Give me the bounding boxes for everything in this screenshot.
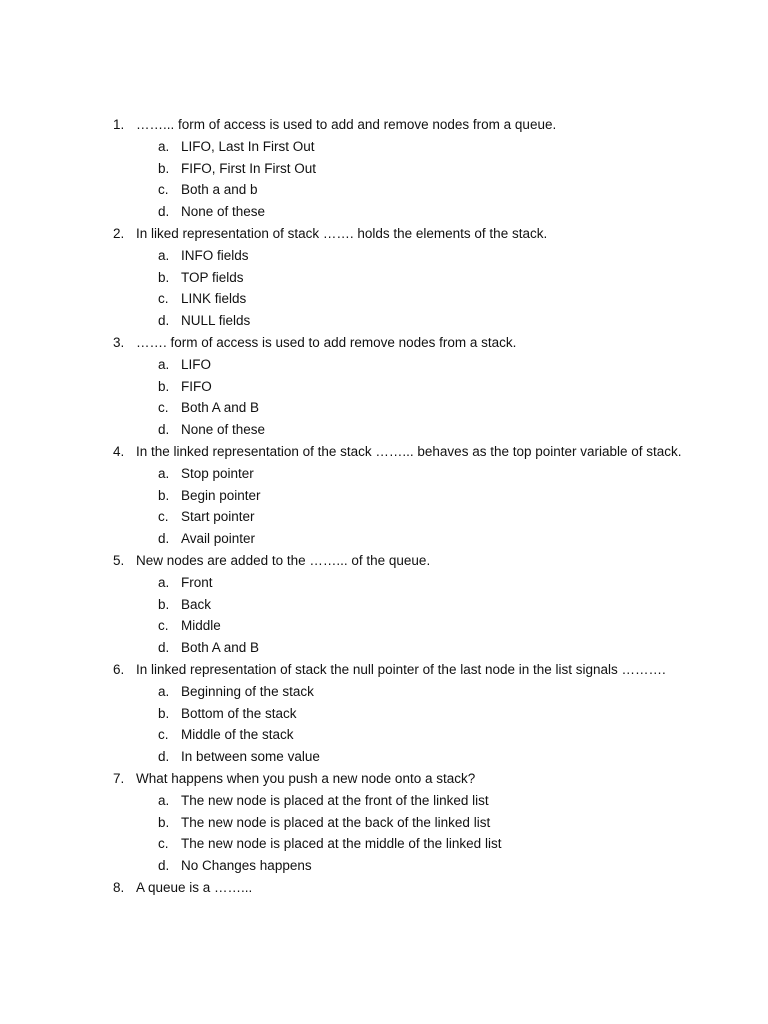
option-d <box>113 746 683 768</box>
option-letter: b. <box>158 378 170 394</box>
option-letter: a. <box>158 792 170 808</box>
option-letter: d. <box>158 749 170 765</box>
option-text: Bottom of the stack <box>181 705 297 721</box>
option-text: In between some value <box>181 749 320 765</box>
option-letter: c. <box>158 836 169 852</box>
option-c <box>113 288 683 310</box>
option-a <box>113 136 683 158</box>
question-text: New nodes are added to the ……... of the queue. <box>136 552 431 568</box>
option-text: The new node is placed at the middle of the linked list <box>181 836 502 852</box>
option-c <box>113 179 683 201</box>
question-2-line <box>113 223 683 245</box>
question-5-line <box>113 550 683 572</box>
option-text: No Changes happens <box>181 858 312 874</box>
option-text: LIFO, Last In First Out <box>181 138 315 154</box>
question-8-line <box>113 877 683 899</box>
option-letter: a. <box>158 138 170 154</box>
option-text: LINK fields <box>181 291 247 307</box>
question-text: In the linked representation of the stack ……... behaves as the top pointer variable of stack. <box>136 443 682 459</box>
option-d <box>113 855 683 877</box>
option-letter: a. <box>158 247 170 263</box>
question-text: What happens when you push a new node onto a stack? <box>136 770 476 786</box>
question-number: 6. <box>113 661 125 677</box>
option-list <box>113 463 683 550</box>
question-number: 1. <box>113 117 125 132</box>
option-list <box>113 681 683 768</box>
question-6 <box>113 659 683 768</box>
option-c <box>113 397 683 419</box>
option-c <box>113 615 683 637</box>
option-letter: b. <box>158 596 170 612</box>
option-b <box>113 594 683 616</box>
option-text: Both A and B <box>181 400 260 416</box>
option-letter: d. <box>158 640 170 656</box>
option-letter: a. <box>158 356 170 372</box>
question-2 <box>113 223 683 332</box>
option-a <box>113 572 683 594</box>
option-text: TOP fields <box>181 269 244 285</box>
question-number: 4. <box>113 443 125 459</box>
option-b <box>113 703 683 725</box>
option-c <box>113 833 683 855</box>
question-7-line <box>113 768 683 790</box>
option-list <box>113 572 683 659</box>
question-text: In linked representation of stack the null pointer of the last node in the list signals ………. <box>136 661 666 677</box>
question-1 <box>113 114 683 223</box>
option-a <box>113 354 683 376</box>
question-text: ……. form of access is used to add remove nodes from a stack. <box>136 334 517 350</box>
question-text: A queue is a ……... <box>136 879 253 895</box>
question-list <box>113 114 683 899</box>
option-text: INFO fields <box>181 247 249 263</box>
option-a <box>113 681 683 703</box>
question-5 <box>113 550 683 659</box>
option-list <box>113 354 683 441</box>
option-letter: a. <box>158 574 170 590</box>
option-letter: d. <box>158 313 170 329</box>
question-4 <box>113 441 683 550</box>
option-text: Both a and b <box>181 182 258 198</box>
option-letter: c. <box>158 618 169 634</box>
option-letter: b. <box>158 705 170 721</box>
question-number: 2. <box>113 225 125 241</box>
question-number: 7. <box>113 770 125 786</box>
question-text: ……... form of access is used to add and remove nodes from a queue. <box>136 117 557 132</box>
option-letter: b. <box>158 269 170 285</box>
option-text: NULL fields <box>181 313 251 329</box>
option-b <box>113 812 683 834</box>
option-letter: b. <box>158 814 170 830</box>
option-letter: c. <box>158 291 169 307</box>
option-d <box>113 201 683 223</box>
option-letter: c. <box>158 727 169 743</box>
question-6-line <box>113 659 683 681</box>
option-b <box>113 158 683 180</box>
option-text: Middle <box>181 618 221 634</box>
question-4-line <box>113 441 683 463</box>
option-letter: d. <box>158 422 170 438</box>
option-b <box>113 485 683 507</box>
option-c <box>113 506 683 528</box>
option-text: FIFO, First In First Out <box>181 160 316 176</box>
question-number: 8. <box>113 879 125 895</box>
option-text: Start pointer <box>181 509 255 525</box>
option-list <box>113 790 683 877</box>
question-number: 3. <box>113 334 125 350</box>
question-3-line <box>113 332 683 354</box>
option-text: Beginning of the stack <box>181 683 314 699</box>
option-text: FIFO <box>181 378 212 394</box>
option-a <box>113 245 683 267</box>
option-a <box>113 463 683 485</box>
option-text: None of these <box>181 204 266 220</box>
option-text: LIFO <box>181 356 212 372</box>
option-letter: b. <box>158 487 170 503</box>
option-a <box>113 790 683 812</box>
option-letter: c. <box>158 182 169 198</box>
question-text: In liked representation of stack ……. holds the elements of the stack. <box>136 225 548 241</box>
option-c <box>113 724 683 746</box>
option-letter: d. <box>158 204 170 220</box>
option-text: Avail pointer <box>181 531 256 547</box>
option-text: The new node is placed at the front of the linked list <box>181 792 489 808</box>
option-list <box>113 136 683 223</box>
option-text: Front <box>181 574 213 590</box>
question-1-line <box>113 114 683 136</box>
option-text: Back <box>181 596 212 612</box>
option-d <box>113 637 683 659</box>
option-list <box>113 245 683 332</box>
option-letter: d. <box>158 858 170 874</box>
option-letter: c. <box>158 400 169 416</box>
option-b <box>113 376 683 398</box>
option-text: None of these <box>181 422 266 438</box>
option-letter: a. <box>158 465 170 481</box>
option-letter: d. <box>158 531 170 547</box>
option-text: Middle of the stack <box>181 727 294 743</box>
question-3 <box>113 332 683 441</box>
option-text: The new node is placed at the back of the linked list <box>181 814 491 830</box>
question-8 <box>113 877 683 899</box>
option-text: Stop pointer <box>181 465 254 481</box>
option-text: Begin pointer <box>181 487 261 503</box>
option-text: Both A and B <box>181 640 260 656</box>
question-number: 5. <box>113 552 125 568</box>
option-d <box>113 419 683 441</box>
option-letter: c. <box>158 509 169 525</box>
option-d <box>113 310 683 332</box>
option-b <box>113 267 683 289</box>
option-letter: a. <box>158 683 170 699</box>
option-d <box>113 528 683 550</box>
question-7 <box>113 768 683 877</box>
option-letter: b. <box>158 160 170 176</box>
